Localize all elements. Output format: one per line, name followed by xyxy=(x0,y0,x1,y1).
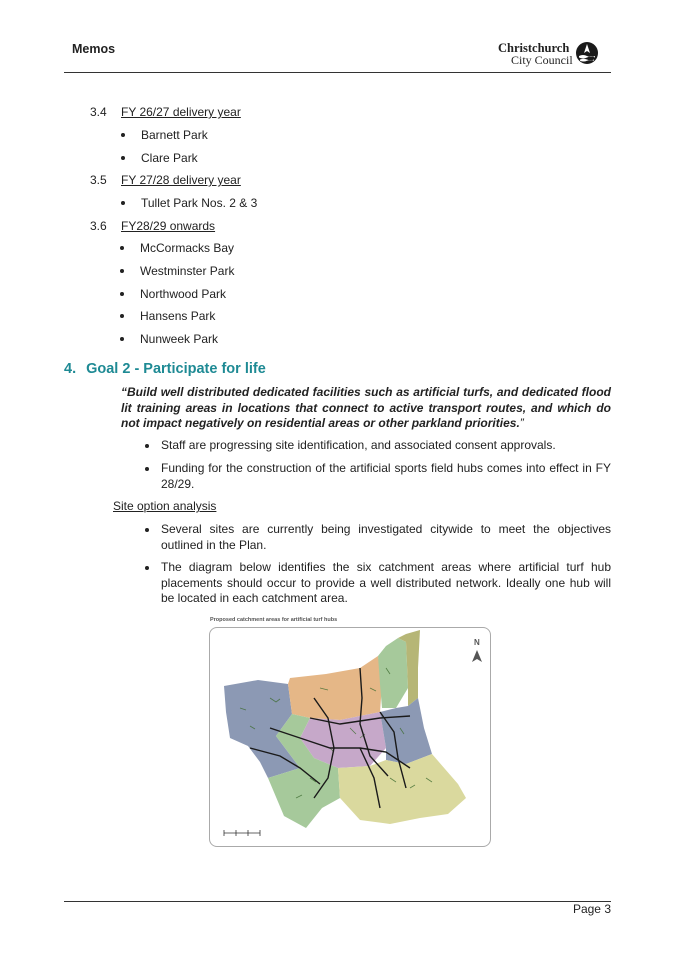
council-logo xyxy=(498,41,602,69)
list-item: Barnett Park xyxy=(141,128,208,142)
bullet-dot xyxy=(121,156,125,160)
bullet-dot xyxy=(120,292,124,296)
quote-close-mark: ” xyxy=(519,416,524,430)
bullet-dot xyxy=(145,467,149,471)
list-item: Tullet Park Nos. 2 & 3 xyxy=(141,196,258,210)
goal-quote xyxy=(121,385,611,432)
logo-line2: City Council xyxy=(511,53,573,67)
header-rule xyxy=(64,72,611,73)
catchment-map-graphic xyxy=(210,628,490,846)
bullet-dot xyxy=(120,269,124,273)
list-item: Westminster Park xyxy=(140,264,235,278)
bullet-dot xyxy=(121,133,125,137)
list-item: Clare Park xyxy=(141,151,198,165)
section-number: 3.4 xyxy=(90,105,107,119)
section-number: 3.6 xyxy=(90,219,107,233)
list-item: Hansens Park xyxy=(140,309,216,323)
list-item: McCormacks Bay xyxy=(140,241,235,255)
north-arrow-icon xyxy=(472,650,482,662)
map-title: Proposed catchment areas for artificial turf hubs xyxy=(210,617,338,623)
catchment-map xyxy=(209,627,491,847)
bullet-dot xyxy=(120,314,124,318)
section-number: 3.5 xyxy=(90,173,107,187)
goal-bullet: Staff are progressing site identification, and associated consent approvals. xyxy=(161,438,556,452)
page-number: Page 3 xyxy=(572,902,611,916)
site-option-bullet: The diagram below identifies the six catchment areas where artificial turf hub placements should occur to provide a well distributed network. Ideally one hub will be located in each catchment area. xyxy=(161,560,611,605)
goal-title: Goal 2 - Participate for life xyxy=(86,361,266,377)
bullet-dot xyxy=(120,246,124,250)
bullet-dot xyxy=(145,444,149,448)
section-heading: FY 27/28 delivery year xyxy=(121,173,241,187)
north-label: N xyxy=(474,638,480,647)
goal-number: 4. xyxy=(64,361,77,377)
memo-title: Memos xyxy=(72,42,116,56)
list-item: Northwood Park xyxy=(140,287,227,301)
goal-heading xyxy=(64,361,266,377)
site-option-bullet: Several sites are currently being investigated citywide to meet the objectives outlined in the Plan. xyxy=(161,522,611,552)
logo-line1: Christchurch xyxy=(498,41,570,55)
bullet-dot xyxy=(120,337,124,341)
list-item: Nunweek Park xyxy=(140,332,219,346)
bullet-dot xyxy=(145,566,149,570)
bullet-dot xyxy=(121,201,125,205)
quote-text: “Build well distributed dedicated facilities such as artificial turfs, and dedicated flood lit training areas in locations that connect to active transport routes, and which do not impact negatively on residential areas or other parkland priorities. xyxy=(121,385,611,430)
catchment-north xyxy=(288,656,382,720)
site-option-heading: Site option analysis xyxy=(113,499,217,513)
section-heading: FY28/29 onwards xyxy=(121,219,216,233)
section-heading: FY 26/27 delivery year xyxy=(121,105,241,119)
footer-rule xyxy=(64,901,611,902)
logo-emblem-icon xyxy=(575,41,599,65)
goal-bullet: Funding for the construction of the artificial sports field hubs comes into effect in FY 28/29. xyxy=(161,461,611,491)
bullet-dot xyxy=(145,528,149,532)
catchment-north-green xyxy=(378,638,408,708)
